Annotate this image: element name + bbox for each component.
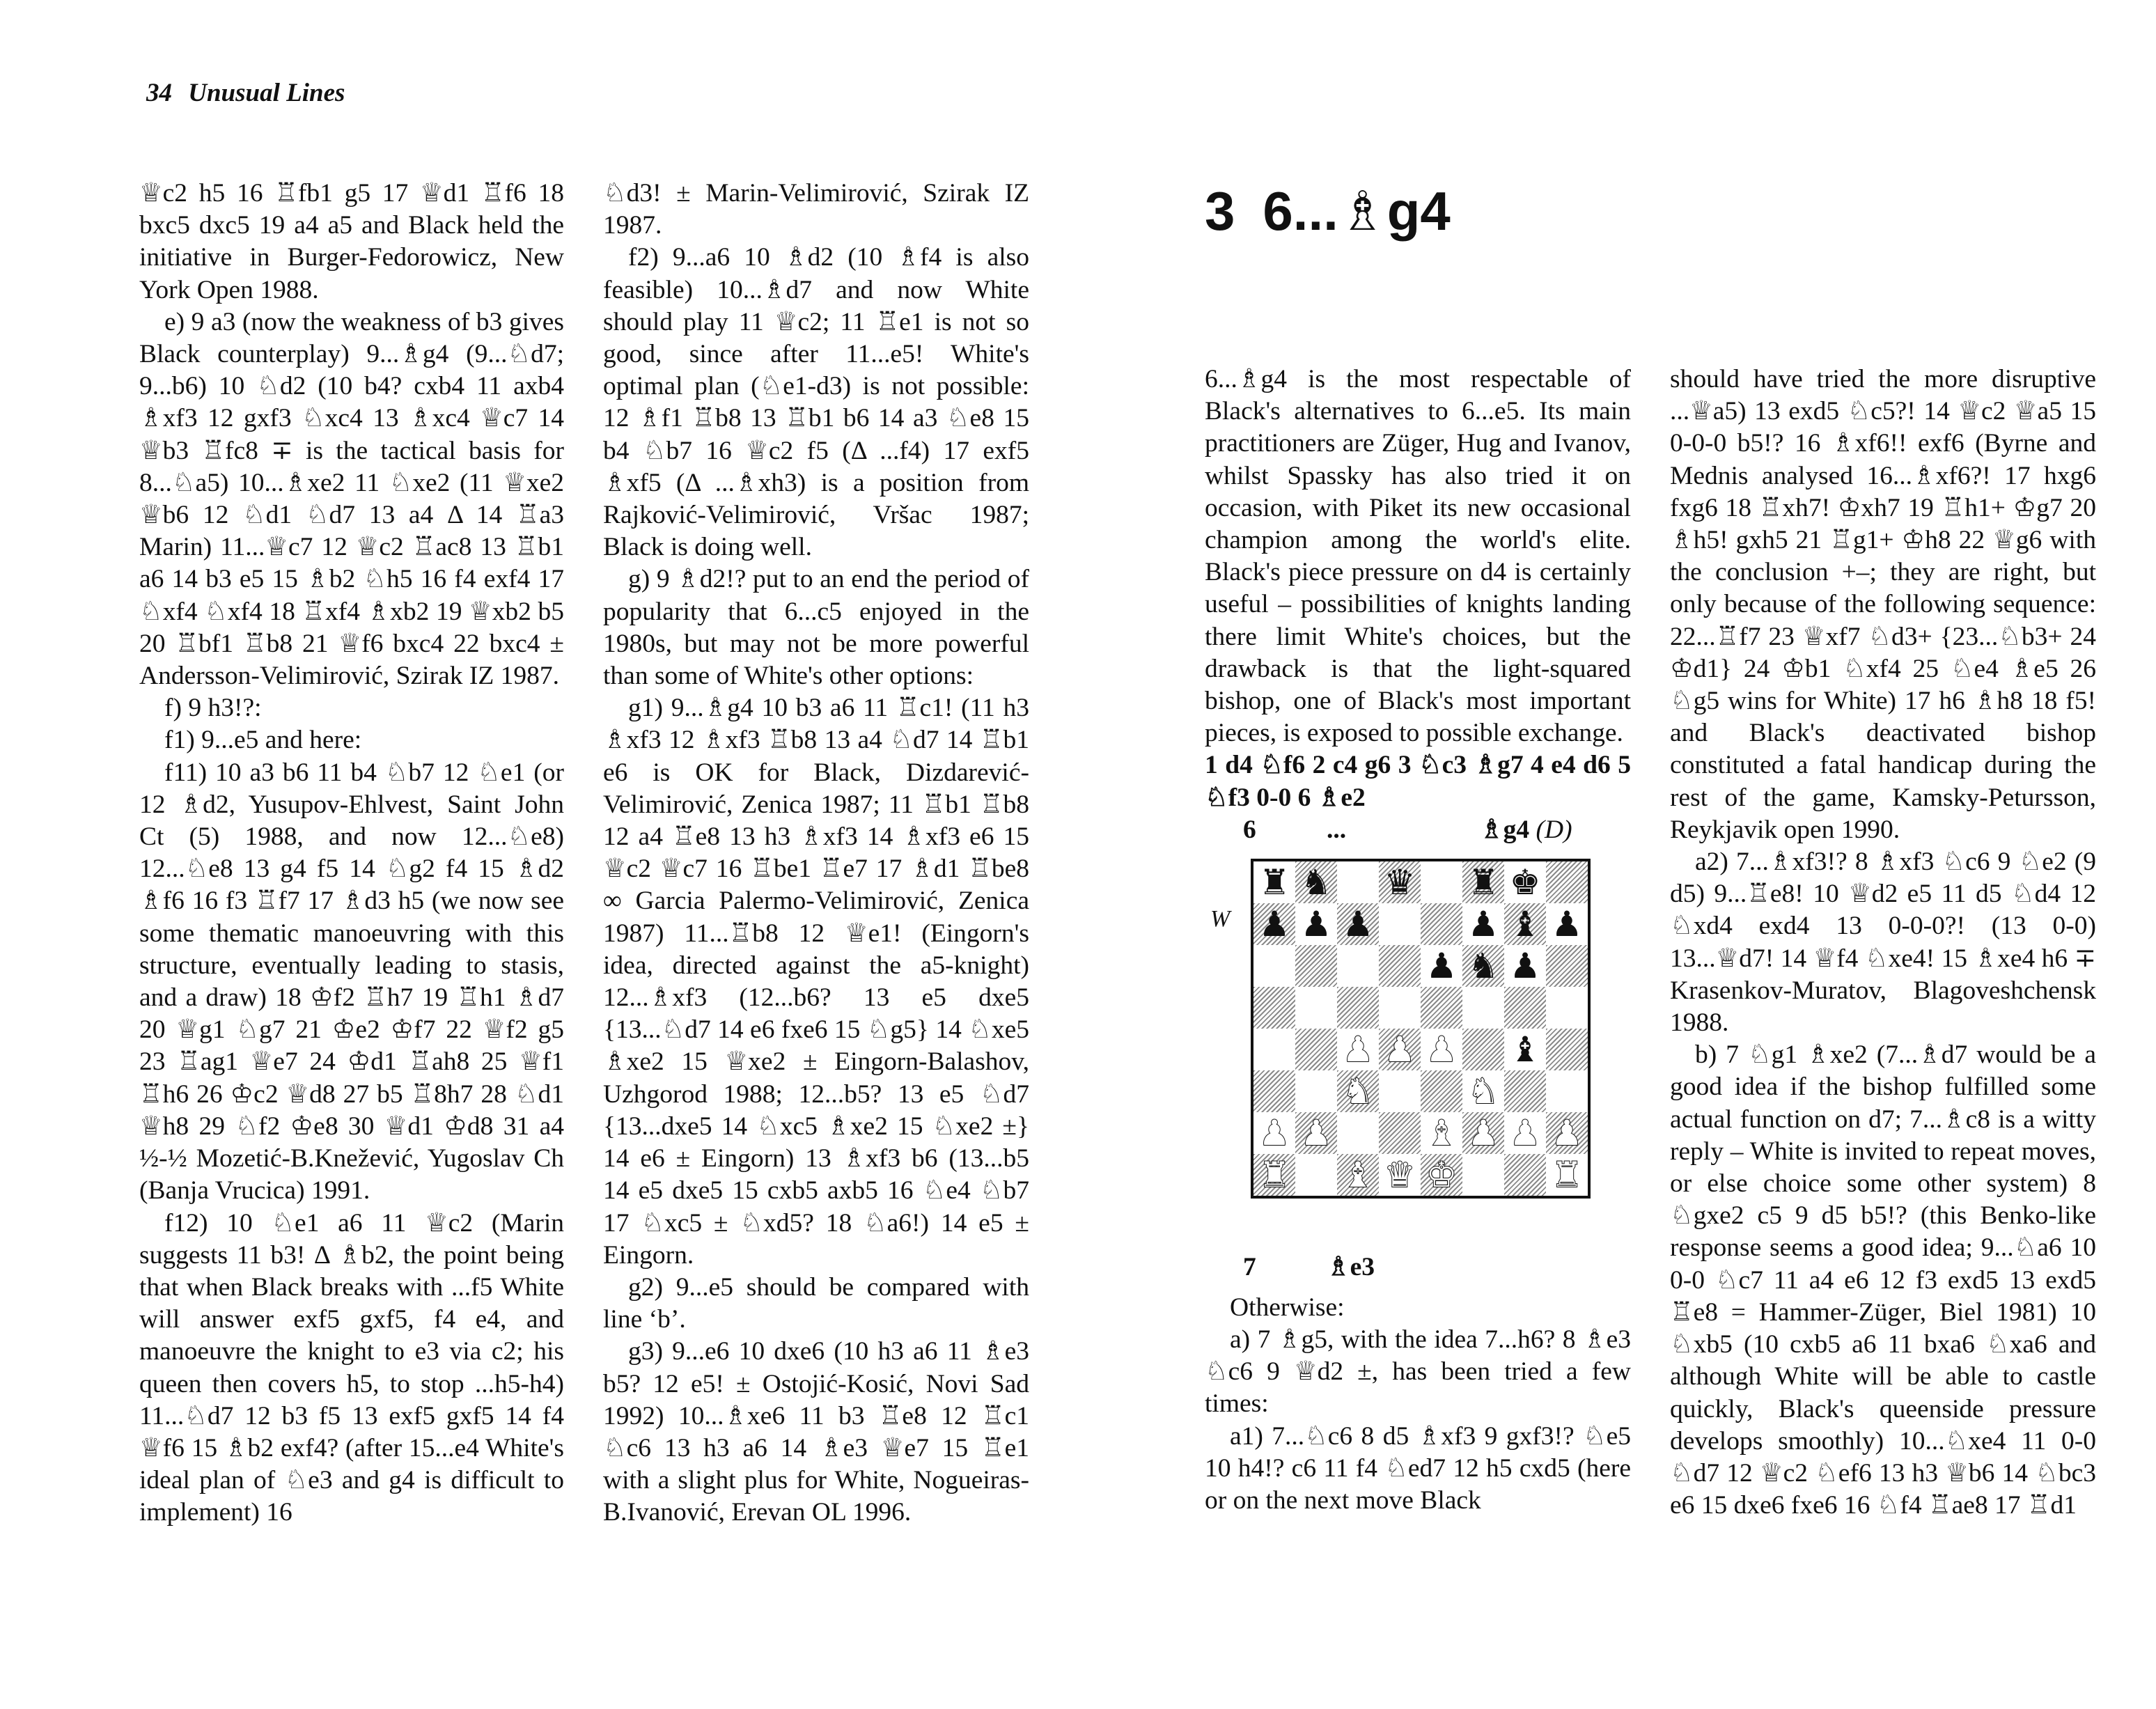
- chapter-number: 3: [1205, 180, 1235, 242]
- square-c4: [1337, 1029, 1379, 1070]
- paragraph: should have tried the more disruptive ...♕a5) 13 exd5 ♘c5?! 14 ♕c2 ♕a5 15 0-0-0 b5!? 16 ♗xf6!! exf6 (Byrne and Mednis analysed 16...♗xf6?! 17 hxg6 fxg6 18 ♖xh7! ♔xh7 19 ♖h1+ ♔g7 20 ♗h5! gxh5 21 ♖g1+ ♔h8 22 ♕g6 with the conclusion +–; they are right, but only because of the following sequence: 22...♖f7 23 ♕xf7 ♘d3+ {23...♘b3+ 24 ♔d1} 24 ♔b1 ♘xf4 25 ♘e4 ♗e5 26 ♘g5 wins for White) 17 h6 ♗h8 18 f5! and Black's deactivated bishop constituted a fatal handicap during the rest of the game, Kamsky-Petursson, Reykjavik open 1990.: [1670, 365, 2096, 844]
- square-e4: [1421, 1029, 1462, 1070]
- square-c8: [1337, 861, 1379, 903]
- white-pawn-icon: ♟: [1509, 1112, 1541, 1153]
- move-text: [1480, 814, 1572, 846]
- square-d1: [1379, 1154, 1421, 1196]
- square-d2: [1379, 1112, 1421, 1154]
- diagram-tag: (D): [1536, 815, 1572, 844]
- right-page-column-1: [1205, 364, 1631, 1517]
- intro-paragraph: 6...♗g4 is the most respectable of Black's alternatives to 6...e5. Its main practitioners are Züger, Hug and Ivanov, whilst Spassky has also tried it on occasion, with Piket its new occasional champion among the world's elite. Black's piece pressure on d4 is certainly useful – possibilities of knights landing there limit White's choices, but the drawback is that the light-squared bishop, one of Black's most important pieces, is exposed to possible exchange.: [1205, 365, 1631, 748]
- square-b1: [1295, 1154, 1337, 1196]
- square-h3: [1546, 1070, 1588, 1112]
- square-b2: [1295, 1112, 1337, 1154]
- square-g2: [1504, 1112, 1546, 1154]
- square-c2: [1337, 1112, 1379, 1154]
- paragraph: ♘d3! ± Marin-Velimirović, Szirak IZ 1987.: [603, 179, 1029, 240]
- square-a5: [1253, 987, 1295, 1029]
- white-rook-icon: ♜: [1551, 1154, 1583, 1195]
- white-pawn-icon: ♟: [1342, 1029, 1374, 1070]
- square-e2: [1421, 1112, 1462, 1154]
- square-g3: [1504, 1070, 1546, 1112]
- square-b7: [1295, 903, 1337, 945]
- square-c7: [1337, 903, 1379, 945]
- square-e6: [1421, 945, 1462, 987]
- black-rook-icon: ♜: [1258, 861, 1290, 903]
- square-a8: [1253, 861, 1295, 903]
- square-a6: [1253, 945, 1295, 987]
- black-knight-icon: ♞: [1300, 861, 1332, 903]
- white-pawn-icon: ♟: [1258, 1112, 1290, 1153]
- running-header: [146, 78, 345, 108]
- black-pawn-icon: ♟: [1551, 903, 1583, 944]
- black-pawn-icon: ♟: [1300, 903, 1332, 944]
- black-pawn-icon: ♟: [1467, 903, 1499, 944]
- main-line-moves: 1 d4 ♘f6 2 c4 g6 3 ♘c3 ♗g7 4 e4 d6 5 ♘f3 0-0 6 ♗e2: [1205, 751, 1631, 812]
- black-rook-icon: ♜: [1467, 861, 1499, 903]
- square-g6: [1504, 945, 1546, 987]
- left-page-column-1: [139, 178, 564, 1529]
- square-h2: [1546, 1112, 1588, 1154]
- square-a4: [1253, 1029, 1295, 1070]
- square-d7: [1379, 903, 1421, 945]
- square-a7: [1253, 903, 1295, 945]
- paragraph: g1) 9...♗g4 10 b3 a6 11 ♖c1! (11 h3 ♗xf3 12 ♗xf3 ♖b8 13 a4 ♘d7 14 ♖b1 e6 is OK for Black, Dizdarević-Velimirović, Zenica 1987; 11 ♖b1 ♖b8 12 a4 ♖e8 13 h3 ♗xf3 14 ♗xf3 e6 15 ♕c2 ♕c7 16 ♖be1 ♖e7 17 ♗d1 ♖be8 ∞ Garcia Palermo-Velimirović, Zenica 1987) 11...♖b8 12 ♕e1! (Eingorn's idea, directed against the a5-knight) 12...♗xf3 (12...b6? 13 e5 dxe5 {13...♘d7 14 e6 fxe6 15 ♘g5} 14 ♘xe5 ♗xe2 15 ♕xe2 ± Eingorn-Balashov, Uzhgorod 1988; 12...b5? 13 e5 ♘d7 {13...dxe5 14 ♘xc5 ♗xe2 15 ♘xe2 ±} 14 e6 ± Eingorn) 13 ♗xf3 b6 (13...b5 14 e5 dxe5 15 cxb5 axb5 16 ♘e4 ♘b7 17 ♘xc5 ± ♘xd5? 18 ♘a6!) 14 e5 ± Eingorn.: [603, 694, 1029, 1270]
- paragraph: ♕c2 h5 16 ♖fb1 g5 17 ♕d1 ♖f6 18 bxc5 dxc5 19 a4 a5 and Black held the initiative in Burger-Fedorowicz, New York Open 1988.: [139, 179, 564, 304]
- black-pawn-icon: ♟: [1258, 903, 1290, 944]
- move-number: 6: [1243, 815, 1256, 844]
- paragraph: f1) 9...e5 and here:: [164, 726, 362, 755]
- black-king-icon: ♚: [1509, 861, 1541, 903]
- square-a1: [1253, 1154, 1295, 1196]
- square-g4: [1504, 1029, 1546, 1070]
- square-c6: [1337, 945, 1379, 987]
- move-6-line: [1205, 814, 1631, 846]
- square-d3: [1379, 1070, 1421, 1112]
- black-bishop-icon: ♝: [1509, 1029, 1541, 1070]
- paragraph: g) 9 ♗d2!? put to an end the period of popularity that 6...c5 enjoyed in the 1980s, but may not be more powerful than some of White's other options:: [603, 565, 1029, 691]
- square-c1: [1337, 1154, 1379, 1196]
- square-b8: [1295, 861, 1337, 903]
- square-d4: [1379, 1029, 1421, 1070]
- square-c3: [1337, 1070, 1379, 1112]
- square-h7: [1546, 903, 1588, 945]
- square-d5: [1379, 987, 1421, 1029]
- square-h4: [1546, 1029, 1588, 1070]
- white-queen-icon: ♛: [1384, 1154, 1416, 1195]
- paragraph: f11) 10 a3 b6 11 b4 ♘b7 12 ♘e1 (or 12 ♗d2, Yusupov-Ehlvest, Saint John Ct (5) 1988, and now 12...♘e8) 12...♘e8 13 g4 f5 14 ♘g2 f4 15 ♗d2 ♗f6 16 f3 ♖f7 17 ♗d3 h5 (we now see some thematic manoeuvring with this structure, eventually leading to stasis, and a draw) 18 ♔f2 ♖h7 19 ♖h1 ♗d7 20 ♕g1 ♘g7 21 ♔e2 ♔f7 22 ♕f2 g5 23 ♖ag1 ♕e7 24 ♔d1 ♖ah8 25 ♕f1 ♖h6 26 ♔c2 ♕d8 27 b5 ♖8h7 28 ♘d1 ♕h8 29 ♘f2 ♔e8 30 ♕d1 ♔d8 31 a4 ½-½ Mozetić-B.Knežević, Yugoslav Ch (Banja Vrucica) 1991.: [139, 758, 564, 1205]
- square-e5: [1421, 987, 1462, 1029]
- move-dots: ...: [1327, 815, 1347, 844]
- paragraph: e) 9 a3 (now the weakness of b3 gives Black counterplay) 9...♗g4 (9...♘d7; 9...b6) 10 ♘d2 (10 b4? cxb4 11 axb4 ♗xf3 12 gxf3 ♘xc4 13 ♗xc4 ♕c7 14 ♕b3 ♖fc8 ∓ is the tactical basis for 8...♘a5) 10...♗xe2 11 ♘xe2 (11 ♕xe2 ♕b6 12 ♘d1 ♘d7 13 a4 Δ 14 ♖a3 Marin) 11...♕c7 12 ♕c2 ♖ac8 13 ♖b1 a6 14 b3 e5 15 ♗b2 ♘h5 16 f4 exf4 17 ♘xf4 ♘xf4 18 ♖xf4 ♗xb2 19 ♕xb2 b5 20 ♖bf1 ♖b8 21 ♕f6 bxc4 22 bxc4 ± Andersson-Velimirović, Szirak IZ 1987.: [139, 307, 564, 691]
- paragraph: f) 9 h3!?:: [164, 694, 262, 723]
- black-pawn-icon: ♟: [1425, 945, 1458, 986]
- square-e1: [1421, 1154, 1462, 1196]
- square-f8: [1462, 861, 1504, 903]
- black-knight-icon: ♞: [1467, 945, 1499, 986]
- square-f6: [1462, 945, 1504, 987]
- paragraph: Otherwise:: [1230, 1293, 1345, 1322]
- black-pawn-icon: ♟: [1342, 903, 1374, 944]
- chapter-title: 6...♗g4: [1263, 180, 1451, 242]
- black-bishop-icon: ♝: [1509, 903, 1541, 944]
- square-b6: [1295, 945, 1337, 987]
- square-f5: [1462, 987, 1504, 1029]
- square-h8: [1546, 861, 1588, 903]
- square-d8: [1379, 861, 1421, 903]
- white-king-icon: ♚: [1425, 1154, 1458, 1195]
- paragraph: a1) 7...♘c6 8 d5 ♗xf3 9 gxf3!? ♘e5 10 h4!? c6 11 f4 ♘ed7 12 h5 cxd5 (here or on the next move Black: [1205, 1421, 1631, 1515]
- paragraph: f2) 9...a6 10 ♗d2 (10 ♗f4 is also feasible) 10...♗d7 and now White should play 11 ♕c2; 11 ♖e1 is not so good, since after 11...e5! White's optimal plan (♘e1-d3) is not possible: 12 ♗f1 ♖b8 13 ♖b1 b6 14 a3 ♘e8 15 b4 ♘b7 16 ♕c2 f5 (Δ ...f4) 17 exf5 ♗xf5 (Δ ...♗xh3) is a position from Rajković-Velimirović, Vršac 1987; Black is doing well.: [603, 243, 1029, 562]
- right-page-column-2: [1670, 364, 2096, 1522]
- square-e8: [1421, 861, 1462, 903]
- square-a3: [1253, 1070, 1295, 1112]
- move-san: ♗e3: [1327, 1252, 1375, 1281]
- page-number: 34: [146, 79, 172, 107]
- move-number: 7: [1243, 1252, 1256, 1281]
- square-g1: [1504, 1154, 1546, 1196]
- white-bishop-icon: ♝: [1425, 1112, 1458, 1153]
- paragraph: g3) 9...e6 10 dxe6 (10 h3 a6 11 ♗e3 b5? 12 e5! ± Ostojić-Kosić, Novi Sad 1992) 10...♗xe6 11 b3 ♖e8 12 ♖c1 ♘c6 13 h3 a6 14 ♗e3 ♕e7 15 ♖e1 with a slight plus for White, Nogueiras-B.Ivanović, Erevan OL 1996.: [603, 1337, 1029, 1527]
- paragraph: g2) 9...e5 should be compared with line ‘b’.: [603, 1272, 1029, 1334]
- square-a2: [1253, 1112, 1295, 1154]
- white-pawn-icon: ♟: [1384, 1029, 1416, 1070]
- white-pawn-icon: ♟: [1467, 1112, 1499, 1153]
- square-h1: [1546, 1154, 1588, 1196]
- square-f2: [1462, 1112, 1504, 1154]
- white-knight-icon: ♞: [1342, 1070, 1374, 1111]
- square-e3: [1421, 1070, 1462, 1112]
- white-knight-icon: ♞: [1467, 1070, 1499, 1111]
- square-h5: [1546, 987, 1588, 1029]
- square-g7: [1504, 903, 1546, 945]
- white-pawn-icon: ♟: [1425, 1029, 1458, 1070]
- chapter-heading: [1205, 180, 1451, 243]
- side-to-move-label: W: [1210, 905, 1231, 932]
- square-e7: [1421, 903, 1462, 945]
- square-g5: [1504, 987, 1546, 1029]
- square-f1: [1462, 1154, 1504, 1196]
- square-d6: [1379, 945, 1421, 987]
- square-c5: [1337, 987, 1379, 1029]
- square-b5: [1295, 987, 1337, 1029]
- left-page-column-2: [603, 178, 1029, 1529]
- paragraph: b) 7 ♘g1 ♗xe2 (7...♗d7 would be a good idea if the bishop fulfilled some actual function on d7; 7...♗c8 is a witty reply – White is invited to repeat moves, or else choice some other system) 8 ♘gxe2 c5 9 d5 b5!? (this Benko-like response seems a good idea; 9...♘a6 10 0-0 ♘c7 11 a4 e6 12 f3 exd5 13 exd5 ♖e8 = Hammer-Züger, Biel 1981) 10 ♘xb5 (10 cxb5 a6 11 bxa6 ♘xa6 and although White will be able to castle quickly, Black's queenside pressure develops smoothly) 10...♘xe4 11 0-0 ♘d7 12 ♕c2 ♘ef6 13 h3 ♕b6 14 ♘bc3 e6 15 dxe6 fxe6 16 ♘f4 ♖ae8 17 ♖d1: [1670, 1040, 2096, 1520]
- paragraph: a2) 7...♗xf3!? 8 ♗xf3 ♘c6 9 ♘e2 (9 d5) 9...♖e8! 10 ♕d2 e5 11 d5 ♘d4 12 ♘xd4 exd4 13 0-0-0?! (13 0-0) 13...♕d7! 14 ♕f4 ♘xe4! 15 ♗xe4 h6 ∓ Krasenkov-Muratov, Blagoveshchensk 1988.: [1670, 848, 2096, 1038]
- square-f4: [1462, 1029, 1504, 1070]
- square-f7: [1462, 903, 1504, 945]
- square-b3: [1295, 1070, 1337, 1112]
- black-queen-icon: ♛: [1384, 861, 1416, 903]
- square-b4: [1295, 1029, 1337, 1070]
- square-f3: [1462, 1070, 1504, 1112]
- move-san: ♗g4: [1480, 815, 1530, 844]
- white-pawn-icon: ♟: [1551, 1112, 1583, 1153]
- chess-board: [1251, 859, 1591, 1199]
- paragraph: f12) 10 ♘e1 a6 11 ♕c2 (Marin suggests 11 b3! Δ ♗b2, the point being that when Black breaks with ...f5 White will answer exf5 gxf5, f4 e4, and manoeuvre the knight to e3 via c2; his queen then covers h5, to stop ...h5-h4) 11...♘d7 12 b3 f5 13 exf5 gxf5 14 f4 ♕f6 15 ♗b2 exf4? (after 15...e4 White's ideal plan of ♘e3 and g4 is difficult to implement) 16: [139, 1208, 564, 1527]
- black-pawn-icon: ♟: [1509, 945, 1541, 986]
- running-title: Unusual Lines: [188, 79, 345, 107]
- paragraph: a) 7 ♗g5, with the idea 7...h6? 8 ♗e3 ♘c6 9 ♕d2 ±, has been tried a few times:: [1205, 1325, 1631, 1419]
- white-bishop-icon: ♝: [1342, 1154, 1374, 1195]
- white-pawn-icon: ♟: [1300, 1112, 1332, 1153]
- square-g8: [1504, 861, 1546, 903]
- chess-diagram: [1205, 854, 1631, 1279]
- white-rook-icon: ♜: [1258, 1154, 1290, 1195]
- square-h6: [1546, 945, 1588, 987]
